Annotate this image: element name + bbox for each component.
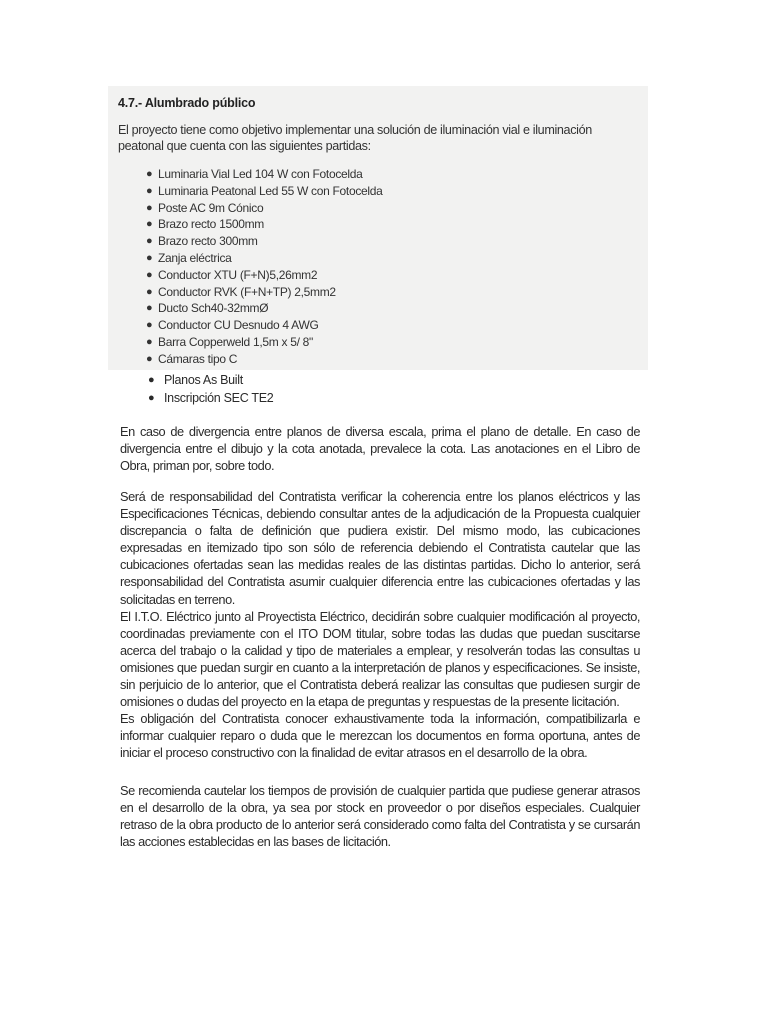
bullet-icon: ● xyxy=(146,218,153,231)
list-item: ● Conductor CU Desnudo 4 AWG xyxy=(146,318,319,333)
bullet-icon: ● xyxy=(146,184,153,197)
list-item: ● Poste AC 9m Cónico xyxy=(146,200,264,215)
list-item: ● Barra Copperweld 1,5m x 5/ 8" xyxy=(146,334,313,349)
intro-paragraph: El proyecto tiene como objetivo implementar una solución de iluminación vial e iluminación peatonal que cuenta con las siguientes partidas: xyxy=(118,123,592,153)
bullet-icon: ● xyxy=(146,268,153,281)
paragraph-divergencia: En caso de divergencia entre planos de diversa escala, prima el plano de detalle. En caso de divergencia entre el dibujo y la cota anotada, prevalece la cota. Las anotaciones en el Libro de Obra, priman por, sobre todo. xyxy=(120,424,640,474)
list-item: ● Brazo recto 300mm xyxy=(146,234,258,249)
list-item: ● Conductor RVK (F+N+TP) 2,5mm2 xyxy=(146,284,336,299)
list-item: ● Planos As Built xyxy=(148,373,243,387)
bullet-icon: ● xyxy=(146,235,153,248)
paragraph-responsabilidad: Será de responsabilidad del Contratista verificar la coherencia entre los planos eléctricos y las Especificaciones Técnicas, debiendo consultar antes de la adjudicación de la Propuesta cualquier discrepancia o falta de definición que pudiera existir. Del mismo modo, las cubicaciones expresadas en itemizado tipo son sólo de referencia debiendo el Contratista cautelar que las cubicaciones ofertadas sean las medidas reales de las distintas partidas. Dicho lo anterior, será responsabilidad del Contratista asumir cualquier diferencia entre las cubicaciones ofertadas y las solicitadas en terreno. xyxy=(120,489,640,607)
bullet-icon: ● xyxy=(148,374,155,386)
items-list xyxy=(118,166,383,368)
list-item: ● Inscripción SEC TE2 xyxy=(148,391,274,405)
list-item: ● Luminaria Vial Led 104 W con Fotocelda xyxy=(146,167,363,181)
bullet-icon: ● xyxy=(146,352,153,365)
list-item: ● Ducto Sch40-32mmØ xyxy=(146,301,269,316)
list-item: ● Cámaras tipo C xyxy=(146,351,238,366)
paragraph-obligacion: Es obligación del Contratista conocer exhaustivamente toda la información, compatibilizarla e informar cualquier reparo o duda que le merezcan los documentos en forma oportuna, antes de iniciar el proceso constructivo con la finalidad de evitar atrasos en el desarrollo de la obra. xyxy=(120,711,640,761)
bullet-icon: ● xyxy=(148,392,155,404)
section-heading: 4.7.- Alumbrado público xyxy=(118,96,256,110)
bullet-icon: ● xyxy=(146,168,153,180)
paragraph-responsabilidad-block xyxy=(120,488,640,762)
bullet-icon: ● xyxy=(146,335,153,348)
bullet-icon: ● xyxy=(146,201,153,214)
paragraph-cautelar: Se recomienda cautelar los tiempos de provisión de cualquier partida que pudiese generar atrasos en el desarrollo de la obra, ya sea por stock en proveedor o por diseños especiales. Cualquier retraso de la obra producto de lo anterior será considerado como falta del Contratista y se cursarán las acciones establecidas en las bases de licitación. xyxy=(120,783,640,850)
paragraph-ito: El I.T.O. Eléctrico junto al Proyectista Eléctrico, decidirán sobre cualquier modificación al proyecto, coordinadas previamente con el ITO DOM titular, sobre todas las dudas que puedan suscitarse acerca del trabajo o la calidad y tipo de materiales a emplear, y resolverán todas las consultas u omisiones que puedan surgir en cuanto a la interpretación de planos y especificaciones. Se insiste, sin perjuicio de lo anterior, que el Contratista deberá realizar las consultas que pudiesen surgir de omisiones o dudas del proyecto en la etapa de preguntas y respuestas de la presente licitación. xyxy=(120,608,640,710)
list-item: ● Brazo recto 1500mm xyxy=(146,217,264,232)
bullet-icon: ● xyxy=(146,285,153,298)
list-item: ● Luminaria Peatonal Led 55 W con Fotocelda xyxy=(146,183,383,198)
bullet-icon: ● xyxy=(146,302,153,315)
list-item: ● Conductor XTU (F+N)5,26mm2 xyxy=(146,267,318,282)
bullet-icon: ● xyxy=(146,319,153,332)
bullet-icon: ● xyxy=(146,251,153,264)
list-item: ● Zanja eléctrica xyxy=(146,250,232,265)
items-extra-list xyxy=(120,371,273,407)
